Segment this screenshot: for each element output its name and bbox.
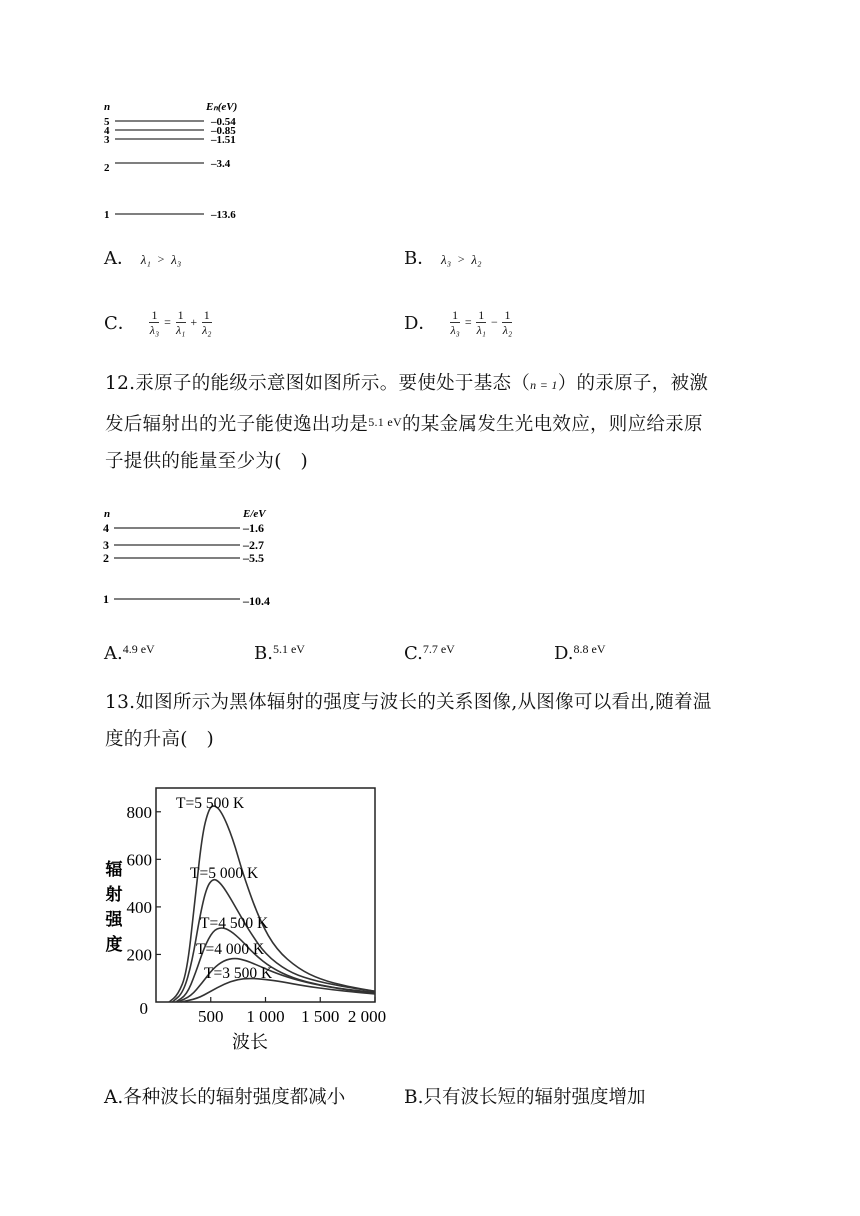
- option-a[interactable]: [104, 643, 155, 663]
- level-n: 2: [103, 551, 109, 565]
- equals-sign: =: [164, 314, 171, 329]
- option-value: 7.7 eV: [422, 642, 455, 656]
- series-label: T=5 500 K: [176, 795, 245, 812]
- n-axis-label: n: [104, 101, 111, 113]
- level-n: 3: [104, 134, 110, 146]
- option-label: D．: [404, 313, 437, 334]
- energy-level-diagram-1: [100, 96, 260, 226]
- energy-axis-label: Eₙ(eV): [206, 101, 238, 113]
- level-energy: –10.4: [243, 594, 270, 608]
- fraction: $\frac{1}{\text{λ₃}}$: [450, 307, 460, 337]
- series-label: T=4 000 K: [196, 941, 265, 958]
- level-n: 5: [104, 116, 110, 128]
- y-axis-label-char: 辐: [105, 860, 123, 879]
- y-axis-label-char: 强: [105, 910, 123, 929]
- level-energy: –13.6: [211, 209, 236, 221]
- n-axis-label: n: [104, 508, 111, 520]
- y-tick-label: 200: [126, 945, 152, 965]
- option-value: 4.9 eV: [122, 642, 155, 656]
- level-energy: –5.5: [243, 551, 264, 565]
- y-tick-label: 400: [126, 897, 152, 917]
- y-tick-label: 0: [139, 999, 148, 1018]
- level-n: 1: [103, 592, 109, 606]
- x-axis-label: 波长: [232, 1032, 268, 1052]
- level-n: 4: [104, 125, 110, 137]
- lambda-1: λ₁: [140, 252, 151, 267]
- y-axis-label-char: 射: [105, 885, 123, 904]
- y-tick-label: 800: [126, 802, 152, 822]
- option-label: A．: [104, 248, 135, 269]
- lambda-2: λ₂: [471, 252, 482, 267]
- question-line: 子提供的能量至少为( ): [105, 451, 309, 472]
- minus-sign: −: [490, 314, 498, 329]
- option-b[interactable]: B.只有波长短的辐射强度增加: [404, 1087, 646, 1108]
- level-energy: –1.6: [243, 521, 264, 535]
- energy-level-diagram-2: [100, 505, 290, 610]
- x-tick-label: 500: [198, 1007, 224, 1026]
- fraction: $\frac{1}{\text{λ₁}}$: [476, 307, 486, 337]
- level-energy: –0.54: [211, 116, 236, 128]
- question-12: [105, 365, 765, 480]
- question-13: [105, 684, 765, 758]
- option-d[interactable]: [404, 302, 516, 342]
- level-n: 2: [104, 162, 110, 174]
- option-label: C.: [404, 643, 423, 664]
- fraction: $\frac{1}{\text{λ₂}}$: [502, 307, 513, 337]
- question-line: 度的升高( ): [105, 729, 215, 750]
- equals-sign: =: [464, 314, 472, 329]
- fraction: $\frac{1}{\text{λ₁}}$: [175, 307, 186, 337]
- option-b[interactable]: [404, 250, 482, 268]
- lambda-3: λ₃: [440, 252, 452, 267]
- gt-sign: >: [457, 252, 465, 266]
- option-c[interactable]: [104, 302, 215, 342]
- question-line: 13.如图所示为黑体辐射的强度与波长的关系图像,从图像可以看出,随着温: [105, 692, 712, 713]
- work-function: 5.1 eV: [368, 415, 402, 429]
- option-label: B．: [404, 248, 436, 269]
- fraction: $\frac{1}{\text{λ₂}}$: [202, 307, 212, 337]
- option-value: 8.8 eV: [573, 642, 606, 656]
- option-label: A.: [104, 643, 123, 664]
- plus-sign: +: [190, 314, 198, 329]
- level-energy: –3.4: [211, 158, 231, 170]
- fraction: $\frac{1}{\text{λ₃}}$: [149, 307, 160, 337]
- option-a[interactable]: A.各种波长的辐射强度都减小: [104, 1087, 346, 1108]
- lambda-3: λ₃: [171, 252, 182, 267]
- question-line: 12.汞原子的能级示意图如图所示。要使处于基态（n = 1）的汞原子，被激: [105, 373, 709, 394]
- option-label: D.: [554, 643, 574, 664]
- n-equals: n = 1: [530, 378, 558, 392]
- y-axis-label-char: 度: [105, 935, 123, 954]
- blackbody-radiation-chart: [100, 780, 400, 1060]
- option-label: C．: [104, 313, 136, 334]
- series-label: T=5 000 K: [190, 865, 259, 882]
- series-label: T=3 500 K: [204, 965, 273, 982]
- gt-sign: >: [157, 252, 165, 266]
- option-value: 5.1 eV: [272, 642, 305, 656]
- option-label: B.: [254, 643, 273, 664]
- option-c[interactable]: [404, 643, 455, 663]
- x-tick-label: 1 000: [246, 1007, 285, 1026]
- level-energy: –0.85: [211, 125, 236, 137]
- option-b[interactable]: [254, 643, 305, 663]
- y-tick-label: 600: [126, 850, 152, 870]
- option-d[interactable]: [554, 643, 606, 663]
- series-label: T=4 500 K: [200, 915, 269, 932]
- x-tick-label: 2 000: [347, 1007, 387, 1026]
- option-a[interactable]: [104, 250, 181, 268]
- level-energy: –1.51: [211, 134, 236, 146]
- x-tick-label: 1 500: [301, 1007, 340, 1026]
- level-energy: –2.7: [243, 538, 264, 552]
- question-line: 发后辐射出的光子能使逸出功是$^{5.1 eV}$的某金属发生光电效应，则应给汞原: [105, 414, 703, 435]
- level-n: 3: [103, 538, 109, 552]
- energy-axis-label: E/eV: [243, 508, 266, 520]
- level-n: 1: [104, 209, 110, 221]
- level-n: 4: [103, 521, 109, 535]
